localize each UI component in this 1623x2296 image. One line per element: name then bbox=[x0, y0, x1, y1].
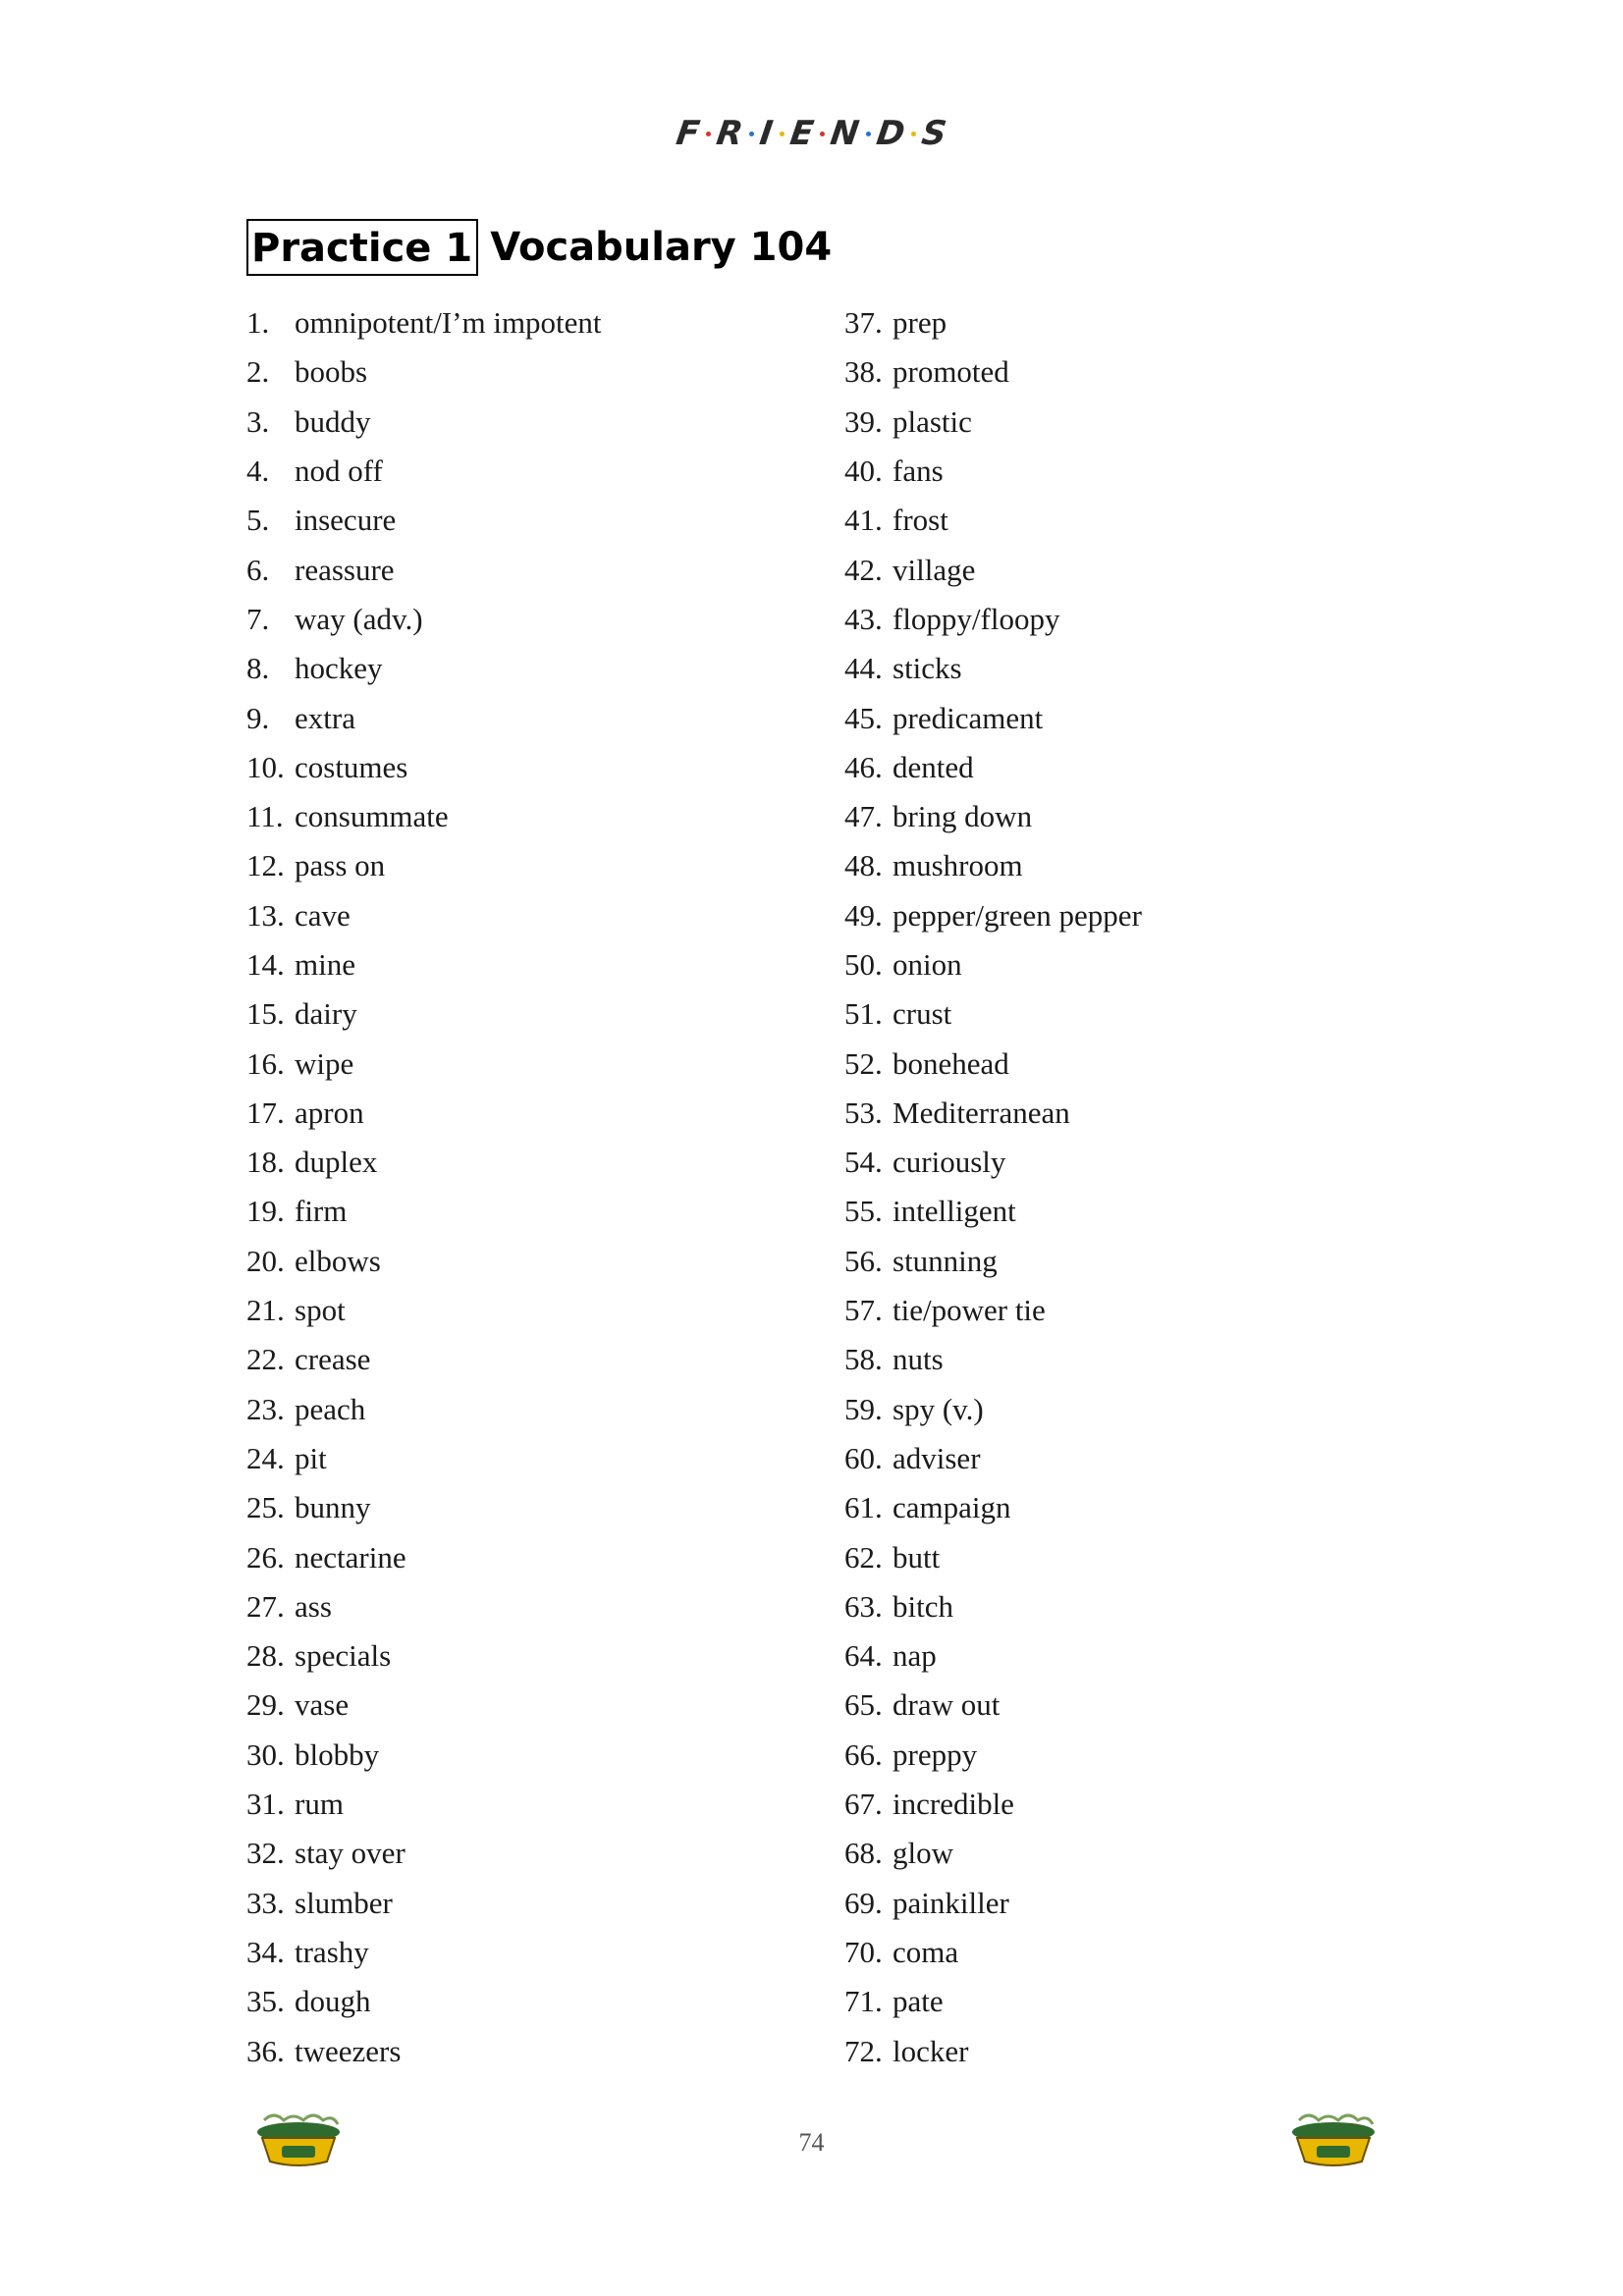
item-word: hockey bbox=[295, 651, 383, 686]
item-number: 16. bbox=[246, 1045, 285, 1081]
vocabulary-item bbox=[844, 1582, 1434, 1631]
item-word: incredible bbox=[893, 1787, 1014, 1822]
item-word: prep bbox=[893, 305, 947, 341]
vocabulary-item bbox=[844, 1237, 1434, 1286]
logo-letter: R bbox=[714, 114, 746, 153]
item-word: Mediterranean bbox=[893, 1095, 1070, 1130]
item-number: 44. bbox=[844, 651, 883, 686]
item-word: slumber bbox=[295, 1885, 393, 1920]
vocabulary-item bbox=[844, 940, 1434, 989]
item-word: trashy bbox=[295, 1934, 369, 1969]
item-number: 68. bbox=[844, 1836, 883, 1871]
item-number: 52. bbox=[844, 1045, 883, 1081]
item-word: extra bbox=[295, 700, 355, 735]
item-number: 72. bbox=[844, 2033, 883, 2068]
item-word: campaign bbox=[893, 1490, 1011, 1525]
vocabulary-item bbox=[844, 1829, 1434, 1878]
item-word: specials bbox=[295, 1638, 392, 1674]
item-number: 67. bbox=[844, 1787, 883, 1822]
central-perk-logo-icon bbox=[1279, 2110, 1387, 2169]
item-word: tweezers bbox=[295, 2033, 402, 2068]
item-word: bring down bbox=[893, 799, 1033, 834]
item-number: 71. bbox=[844, 1984, 883, 2019]
vocabulary-item bbox=[246, 1434, 836, 1483]
item-word: peach bbox=[295, 1391, 366, 1426]
item-number: 2. bbox=[246, 354, 270, 390]
item-number: 53. bbox=[844, 1095, 883, 1130]
item-word: elbows bbox=[295, 1243, 381, 1278]
item-number: 43. bbox=[844, 601, 883, 636]
vocabulary-item bbox=[246, 1977, 836, 2026]
vocabulary-item bbox=[246, 644, 836, 693]
item-word: pate bbox=[893, 1984, 944, 2019]
item-number: 46. bbox=[844, 749, 883, 784]
item-number: 59. bbox=[844, 1391, 883, 1426]
item-number: 26. bbox=[246, 1539, 285, 1575]
item-word: consummate bbox=[295, 799, 449, 834]
item-number: 70. bbox=[844, 1934, 883, 1969]
vocabulary-item bbox=[246, 1532, 836, 1581]
friends-logo bbox=[673, 114, 950, 153]
item-number: 57. bbox=[844, 1293, 883, 1328]
item-number: 64. bbox=[844, 1638, 883, 1674]
item-word: bitch bbox=[893, 1588, 953, 1624]
item-number: 18. bbox=[246, 1145, 285, 1180]
item-word: intelligent bbox=[893, 1194, 1016, 1229]
item-number: 41. bbox=[844, 503, 883, 538]
item-number: 30. bbox=[246, 1736, 285, 1772]
vocabulary-column-right bbox=[844, 298, 1434, 2076]
item-number: 55. bbox=[844, 1194, 883, 1229]
item-word: nuts bbox=[893, 1342, 944, 1377]
item-number: 6. bbox=[246, 552, 270, 587]
vocabulary-item bbox=[844, 1928, 1434, 1977]
item-number: 37. bbox=[844, 305, 883, 341]
item-word: nectarine bbox=[295, 1539, 406, 1575]
item-word: costumes bbox=[295, 749, 408, 784]
item-word: draw out bbox=[893, 1687, 1001, 1723]
item-word: ass bbox=[295, 1588, 332, 1624]
vocabulary-item bbox=[844, 1335, 1434, 1384]
vocabulary-item bbox=[844, 595, 1434, 644]
item-word: crease bbox=[295, 1342, 371, 1377]
item-number: 47. bbox=[844, 799, 883, 834]
vocabulary-item bbox=[844, 1681, 1434, 1730]
item-number: 7. bbox=[246, 601, 270, 636]
item-number: 49. bbox=[844, 897, 883, 933]
item-word: glow bbox=[893, 1836, 953, 1871]
vocabulary-item bbox=[844, 693, 1434, 742]
item-word: firm bbox=[295, 1194, 348, 1229]
vocabulary-item bbox=[844, 1187, 1434, 1236]
item-word: adviser bbox=[893, 1440, 981, 1475]
item-number: 3. bbox=[246, 403, 270, 439]
item-number: 24. bbox=[246, 1440, 285, 1475]
item-number: 23. bbox=[246, 1391, 285, 1426]
item-word: pass on bbox=[295, 848, 386, 883]
item-word: spot bbox=[295, 1293, 346, 1328]
vocabulary-item bbox=[246, 743, 836, 792]
vocabulary-item bbox=[246, 693, 836, 742]
vocabulary-item bbox=[246, 989, 836, 1039]
item-word: bunny bbox=[295, 1490, 371, 1525]
item-number: 48. bbox=[844, 848, 883, 883]
vocabulary-item bbox=[246, 940, 836, 989]
vocabulary-item bbox=[246, 1286, 836, 1335]
vocabulary-item bbox=[844, 1879, 1434, 1928]
vocabulary-item bbox=[246, 595, 836, 644]
item-number: 4. bbox=[246, 454, 270, 489]
item-word: plastic bbox=[893, 403, 972, 439]
vocabulary-item bbox=[844, 298, 1434, 347]
item-number: 42. bbox=[844, 552, 883, 587]
vocabulary-item bbox=[246, 496, 836, 545]
vocabulary-item bbox=[844, 398, 1434, 447]
item-word: dough bbox=[295, 1984, 371, 2019]
item-number: 65. bbox=[844, 1687, 883, 1723]
item-number: 12. bbox=[246, 848, 285, 883]
item-number: 1. bbox=[246, 305, 270, 341]
vocabulary-item bbox=[844, 1039, 1434, 1088]
vocabulary-item bbox=[844, 1089, 1434, 1138]
item-word: curiously bbox=[893, 1145, 1006, 1180]
item-number: 25. bbox=[246, 1490, 285, 1525]
item-word: cave bbox=[295, 897, 351, 933]
vocabulary-item bbox=[246, 1039, 836, 1088]
vocabulary-item bbox=[844, 347, 1434, 397]
vocabulary-item bbox=[844, 1532, 1434, 1581]
vocabulary-item bbox=[844, 1977, 1434, 2026]
item-number: 56. bbox=[844, 1243, 883, 1278]
item-number: 11. bbox=[246, 799, 284, 834]
item-word: buddy bbox=[295, 403, 371, 439]
vocabulary-item bbox=[246, 298, 836, 347]
vocabulary-item bbox=[246, 347, 836, 397]
vocabulary-item bbox=[844, 1434, 1434, 1483]
item-number: 66. bbox=[844, 1736, 883, 1772]
item-word: preppy bbox=[893, 1736, 978, 1772]
vocabulary-item bbox=[246, 1385, 836, 1434]
item-number: 31. bbox=[246, 1787, 285, 1822]
item-word: coma bbox=[893, 1934, 959, 1969]
item-number: 62. bbox=[844, 1539, 883, 1575]
vocabulary-item bbox=[844, 644, 1434, 693]
item-number: 17. bbox=[246, 1095, 285, 1130]
item-number: 27. bbox=[246, 1588, 285, 1624]
logo-letter: F bbox=[673, 114, 703, 153]
item-number: 21. bbox=[246, 1293, 285, 1328]
vocabulary-item bbox=[844, 1385, 1434, 1434]
item-number: 14. bbox=[246, 947, 285, 982]
item-word: blobby bbox=[295, 1736, 380, 1772]
vocabulary-item bbox=[844, 1138, 1434, 1187]
logo-dot bbox=[749, 132, 754, 136]
vocabulary-item bbox=[246, 1829, 836, 1878]
practice-label: Practice 1 bbox=[246, 219, 478, 276]
header bbox=[0, 114, 1623, 153]
item-word: stay over bbox=[295, 1836, 406, 1871]
item-number: 45. bbox=[844, 700, 883, 735]
item-word: butt bbox=[893, 1539, 941, 1575]
vocabulary-item bbox=[844, 989, 1434, 1039]
item-word: fans bbox=[893, 454, 944, 489]
item-number: 60. bbox=[844, 1440, 883, 1475]
item-word: pepper/green pepper bbox=[893, 897, 1142, 933]
item-number: 13. bbox=[246, 897, 285, 933]
item-word: onion bbox=[893, 947, 962, 982]
vocabulary-item bbox=[246, 1187, 836, 1236]
item-word: tie/power tie bbox=[893, 1293, 1046, 1328]
item-word: way (adv.) bbox=[295, 601, 423, 636]
vocabulary-item bbox=[246, 1780, 836, 1829]
vocabulary-item bbox=[246, 398, 836, 447]
vocabulary-item bbox=[844, 1286, 1434, 1335]
logo-letter: E bbox=[787, 114, 817, 153]
vocabulary-item bbox=[844, 1780, 1434, 1829]
vocabulary-item bbox=[246, 1089, 836, 1138]
item-number: 58. bbox=[844, 1342, 883, 1377]
vocabulary-item bbox=[844, 841, 1434, 890]
vocabulary-item bbox=[246, 1237, 836, 1286]
vocabulary-item bbox=[844, 496, 1434, 545]
item-word: duplex bbox=[295, 1145, 378, 1180]
item-number: 51. bbox=[844, 996, 883, 1032]
page-heading bbox=[246, 218, 832, 277]
vocabulary-item bbox=[246, 1138, 836, 1187]
item-number: 10. bbox=[246, 749, 285, 784]
item-word: nod off bbox=[295, 454, 383, 489]
vocabulary-item bbox=[246, 1731, 836, 1780]
item-number: 33. bbox=[246, 1885, 285, 1920]
item-word: mushroom bbox=[893, 848, 1023, 883]
vocabulary-item bbox=[246, 1582, 836, 1631]
item-word: bonehead bbox=[893, 1045, 1009, 1081]
vocabulary-item bbox=[844, 1631, 1434, 1681]
item-word: promoted bbox=[893, 354, 1009, 390]
vocabulary-item bbox=[844, 792, 1434, 841]
page-number: 74 bbox=[798, 2128, 825, 2157]
vocabulary-item bbox=[844, 2026, 1434, 2075]
item-number: 9. bbox=[246, 700, 270, 735]
item-number: 20. bbox=[246, 1243, 285, 1278]
item-word: stunning bbox=[893, 1243, 998, 1278]
item-word: floppy/floopy bbox=[893, 601, 1060, 636]
item-number: 35. bbox=[246, 1984, 285, 2019]
vocabulary-item bbox=[844, 743, 1434, 792]
logo-dot bbox=[820, 132, 825, 136]
item-number: 15. bbox=[246, 996, 285, 1032]
item-word: dairy bbox=[295, 996, 357, 1032]
item-word: crust bbox=[893, 996, 952, 1032]
vocabulary-column-left bbox=[246, 298, 836, 2076]
vocabulary-item bbox=[844, 545, 1434, 594]
item-number: 63. bbox=[844, 1588, 883, 1624]
item-number: 61. bbox=[844, 1490, 883, 1525]
item-word: painkiller bbox=[893, 1885, 1009, 1920]
vocabulary-item bbox=[246, 1483, 836, 1532]
item-number: 38. bbox=[844, 354, 883, 390]
logo-dot bbox=[911, 132, 916, 136]
item-number: 8. bbox=[246, 651, 270, 686]
vocabulary-item bbox=[246, 1631, 836, 1681]
vocabulary-item bbox=[246, 841, 836, 890]
logo-dot bbox=[706, 132, 711, 136]
logo-dot bbox=[780, 132, 784, 136]
vocabulary-item bbox=[246, 891, 836, 940]
logo-letter: S bbox=[918, 114, 950, 153]
vocabulary-item bbox=[844, 1731, 1434, 1780]
vocabulary-item bbox=[246, 792, 836, 841]
item-number: 54. bbox=[844, 1145, 883, 1180]
vocabulary-item bbox=[246, 447, 836, 496]
vocabulary-item bbox=[246, 1335, 836, 1384]
vocabulary-item bbox=[246, 545, 836, 594]
logo-dot bbox=[866, 132, 871, 136]
item-number: 39. bbox=[844, 403, 883, 439]
item-number: 5. bbox=[246, 503, 270, 538]
item-word: reassure bbox=[295, 552, 395, 587]
item-number: 29. bbox=[246, 1687, 285, 1723]
vocabulary-item bbox=[844, 891, 1434, 940]
item-number: 69. bbox=[844, 1885, 883, 1920]
item-number: 50. bbox=[844, 947, 883, 982]
item-word: nap bbox=[893, 1638, 937, 1674]
vocabulary-item bbox=[246, 1928, 836, 1977]
item-word: rum bbox=[295, 1787, 344, 1822]
item-word: frost bbox=[893, 503, 948, 538]
item-number: 40. bbox=[844, 454, 883, 489]
vocabulary-item bbox=[844, 447, 1434, 496]
item-number: 28. bbox=[246, 1638, 285, 1674]
item-word: apron bbox=[295, 1095, 364, 1130]
item-number: 34. bbox=[246, 1934, 285, 1969]
item-word: boobs bbox=[295, 354, 368, 390]
item-number: 32. bbox=[246, 1836, 285, 1871]
item-word: predicament bbox=[893, 700, 1044, 735]
item-word: mine bbox=[295, 947, 355, 982]
item-word: locker bbox=[893, 2033, 969, 2068]
item-word: dented bbox=[893, 749, 974, 784]
logo-letter: N bbox=[828, 114, 863, 153]
vocabulary-item bbox=[246, 1681, 836, 1730]
item-word: sticks bbox=[893, 651, 962, 686]
item-word: omnipotent/I’m impotent bbox=[295, 305, 602, 341]
item-number: 19. bbox=[246, 1194, 285, 1229]
item-word: village bbox=[893, 552, 976, 587]
item-word: spy (v.) bbox=[893, 1391, 984, 1426]
vocabulary-item bbox=[246, 2026, 836, 2075]
logo-letter: D bbox=[873, 114, 908, 153]
item-word: pit bbox=[295, 1440, 327, 1475]
vocabulary-title: Vocabulary 104 bbox=[490, 225, 833, 270]
item-word: insecure bbox=[295, 503, 397, 538]
vocabulary-item bbox=[246, 1879, 836, 1928]
logo-letter: I bbox=[757, 114, 777, 153]
item-number: 36. bbox=[246, 2033, 285, 2068]
item-number: 22. bbox=[246, 1342, 285, 1377]
item-word: wipe bbox=[295, 1045, 354, 1081]
item-word: vase bbox=[295, 1687, 350, 1723]
vocabulary-item bbox=[844, 1483, 1434, 1532]
